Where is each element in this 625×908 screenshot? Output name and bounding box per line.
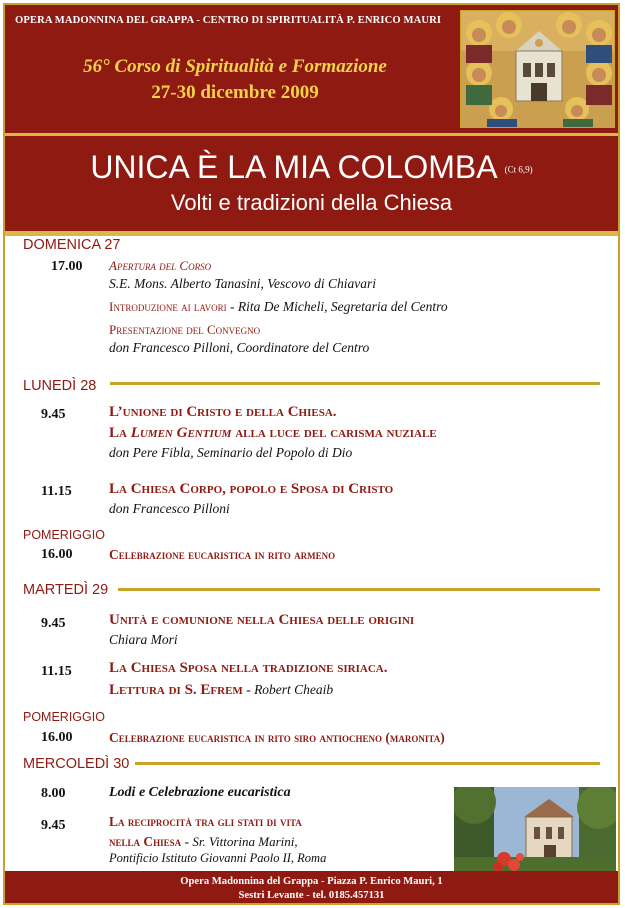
day-rule [110,382,600,385]
event-title: Presentazione del Convegno [109,322,261,337]
footer-band [5,871,618,905]
event-title: La Chiesa Corpo, popolo e Sposa di Cristo [109,481,394,497]
event-title: Celebrazione eucaristica in rito siro antiocheno (maronita) [109,730,445,745]
event-speaker: don Francesco Pilloni, Coordinatore del Centro [109,340,370,355]
day-rule [118,588,600,591]
event-speaker: don Pere Fibla, Seminario del Popolo di Dio [109,445,353,460]
event-title [109,258,211,274]
title-reference: (Ct 6,9) [504,164,533,175]
time-label: 9.45 [41,818,66,833]
event-title: Unità e comunione nella Chiesa delle origini [109,612,415,628]
header-band [5,5,618,133]
separator-dash: - [226,299,238,314]
event-speaker: S.E. Mons. Alberto Tanasini, Vescovo di Chiavari [109,276,377,291]
event-title [109,425,437,442]
day-rule [135,762,600,765]
event-speaker: Pontificio Istituto Giovanni Paolo II, Roma [109,851,327,865]
day-martedi: MARTEDÌ 29 [23,582,109,598]
event-title: La reciprocità tra gli stati di vita [109,814,302,829]
title-band [5,136,618,231]
footer-contact: Sestri Levante - tel. 0185.457131 [238,890,385,901]
afternoon-label: POMERIGGIO [23,710,105,724]
event-speaker: Rita De Micheli, Segretaria del Centro [237,299,448,314]
event-title: L’unione di Cristo e della Chiesa. [109,404,337,420]
event-speaker: don Francesco Pilloni [109,501,230,516]
event-title-text: Lettura di S. Efrem [109,682,243,698]
icon-painting-art [461,11,615,128]
course-dates: 27-30 dicembre 2009 [151,82,319,103]
time-label: 9.45 [41,616,66,631]
event-title-text: Apertura del Corso [109,258,212,273]
time-label: 11.15 [41,664,72,679]
event-speaker: Robert Cheaib [254,682,334,697]
time-label: 8.00 [41,786,66,801]
photo-church-garden [454,787,616,875]
event-title: Lodi e Celebrazione eucaristica [109,785,291,800]
main-title [5,149,618,186]
main-title-text: UNICA È LA MIA COLOMBA [90,149,496,185]
footer-address: Opera Madonnina del Grappa - Piazza P. Enrico Mauri, 1 [180,876,443,887]
day-mercoledi: MERCOLEDÌ 30 [23,756,130,772]
event-title-italic: Lumen Gentium [130,425,232,441]
afternoon-label: POMERIGGIO [23,528,105,542]
course-title: 56° Corso di Spiritualità e Formazione [83,56,387,77]
event-title-text: La [109,425,131,441]
event-title: Celebrazione eucaristica in rito armeno [109,547,336,562]
event-title-text: Introduzione ai lavori [109,299,227,314]
event-title [109,833,298,851]
event-title [109,681,333,699]
photo-art [454,787,616,875]
poster [3,3,620,905]
title-separator [5,231,618,236]
icon-painting-apostles [460,10,615,128]
event-speaker: Chiara Mori [109,632,178,647]
separator-dash: - [242,682,255,697]
organization-line: OPERA MADONNINA DEL GRAPPA - CENTRO DI SPIRITUALITÀ P. ENRICO MAURI [15,15,442,26]
event-title-text: alla luce del carisma nuziale [231,425,437,441]
event-speaker: Sr. Vittorina Marini, [192,834,298,849]
day-domenica: DOMENICA 27 [23,237,121,253]
time-label: 16.00 [41,730,73,745]
separator-dash: - [181,834,193,849]
time-label: 11.15 [41,484,72,499]
time-label: 17.00 [51,259,83,274]
event-title: La Chiesa Sposa nella tradizione siriaca. [109,660,388,676]
subtitle: Volti e tradizioni della Chiesa [170,190,453,215]
event-title-text: nella Chiesa [109,834,182,849]
time-label: 9.45 [41,407,66,422]
event-title [109,298,448,316]
time-label: 16.00 [41,547,73,562]
day-lunedi: LUNEDÌ 28 [23,378,97,394]
